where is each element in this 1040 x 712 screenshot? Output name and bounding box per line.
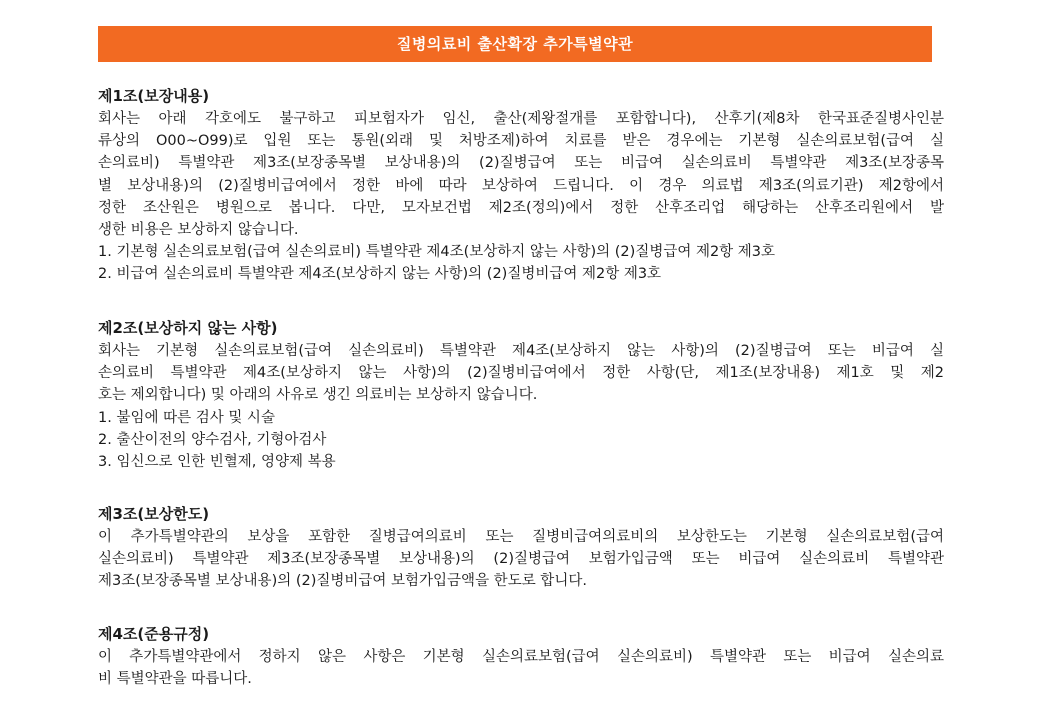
article-line: 회사는 기본형 실손의료보험(급여 실손의료비) 특별약관 제4조(보상하지 않는 사항)의 (2)질병급여 또는 비급여 실 [98,343,944,359]
article-line: 이 추가특별약관의 보상을 포함한 질병급여의료비 또는 질병비급여의료비의 보상한도는 기본형 실손의료보험(급여 [98,529,944,545]
title-banner: 질병의료비 출산확장 추가특별약관 [98,26,932,62]
list-item: 1. 불임에 따른 검사 및 시술 [98,409,275,426]
article-heading: 제4조(준용규정) [98,625,210,643]
article-line: 별 보상내용)의 (2)질병비급여에서 정한 바에 따라 보상하여 드립니다. 이 경우 의료법 제3조(의료기관) 제2항에서 [98,177,944,194]
article-heading: 제2조(보상하지 않는 사항) [98,319,278,337]
article-line: 이 추가특별약관에서 정하지 않은 사항은 기본형 실손의료보험(급여 실손의료비) 특별약관 또는 비급여 실손의료 [98,649,944,665]
list-item: 1. 기본형 실손의료보험(급여 실손의료비) 특별약관 제4조(보상하지 않는 사항)의 (2)질병급여 제2항 제3호 [98,244,776,261]
article-line: 회사는 아래 각호에도 불구하고 피보험자가 임신, 출산(제왕절개를 포함합니다), 산후기(제8차 한국표준질병사인분 [98,111,944,127]
article-line: 손의료비 특별약관 제4조(보상하지 않는 사항)의 (2)질병비급여에서 정한 사항(단, 제1조(보장내용) 제1호 및 제2 [98,365,944,382]
article-line: 손의료비) 특별약관 제3조(보장종목별 보상내용)의 (2)질병급여 또는 비급여 실손의료비 특별약관 제3조(보장종목 [98,155,944,172]
article-line: 생한 비용은 보상하지 않습니다. [98,221,299,238]
list-item: 2. 비급여 실손의료비 특별약관 제4조(보상하지 않는 사항)의 (2)질병비급여 제2항 제3호 [98,266,662,283]
article-heading: 제1조(보장내용) [98,87,210,105]
article-2 [98,316,944,473]
article-line: 비 특별약관을 따릅니다. [98,671,252,688]
article-line: 정한 조산원은 병원으로 봅니다. 다만, 모자보건법 제2조(정의)에서 정한 산후조리업 해당하는 산후조리원에서 발 [98,199,944,216]
article-line: 호는 제외합니다) 및 아래의 사유로 생긴 의료비는 보상하지 않습니다. [98,387,538,404]
article-line: 실손의료비) 특별약관 제3조(보장종목별 보상내용)의 (2)질병급여 보험가입금액 또는 비급여 실손의료비 특별약관 [98,551,944,568]
article-heading: 제3조(보상한도) [98,505,210,523]
article-1 [98,84,944,286]
article-3 [98,502,944,593]
list-item: 2. 출산이전의 양수검사, 기형아검사 [98,431,327,448]
list-item: 3. 임신으로 인한 빈혈제, 영양제 복용 [98,453,336,470]
article-line: 류상의 O00~O99)로 입원 또는 통원(외래 및 처방조제)하여 치료를 받은 경우에는 기본형 실손의료보험(급여 실 [98,133,944,150]
article-line: 제3조(보장종목별 보상내용)의 (2)질병비급여 보험가입금액을 한도로 합니다. [98,573,587,590]
article-4 [98,622,944,690]
